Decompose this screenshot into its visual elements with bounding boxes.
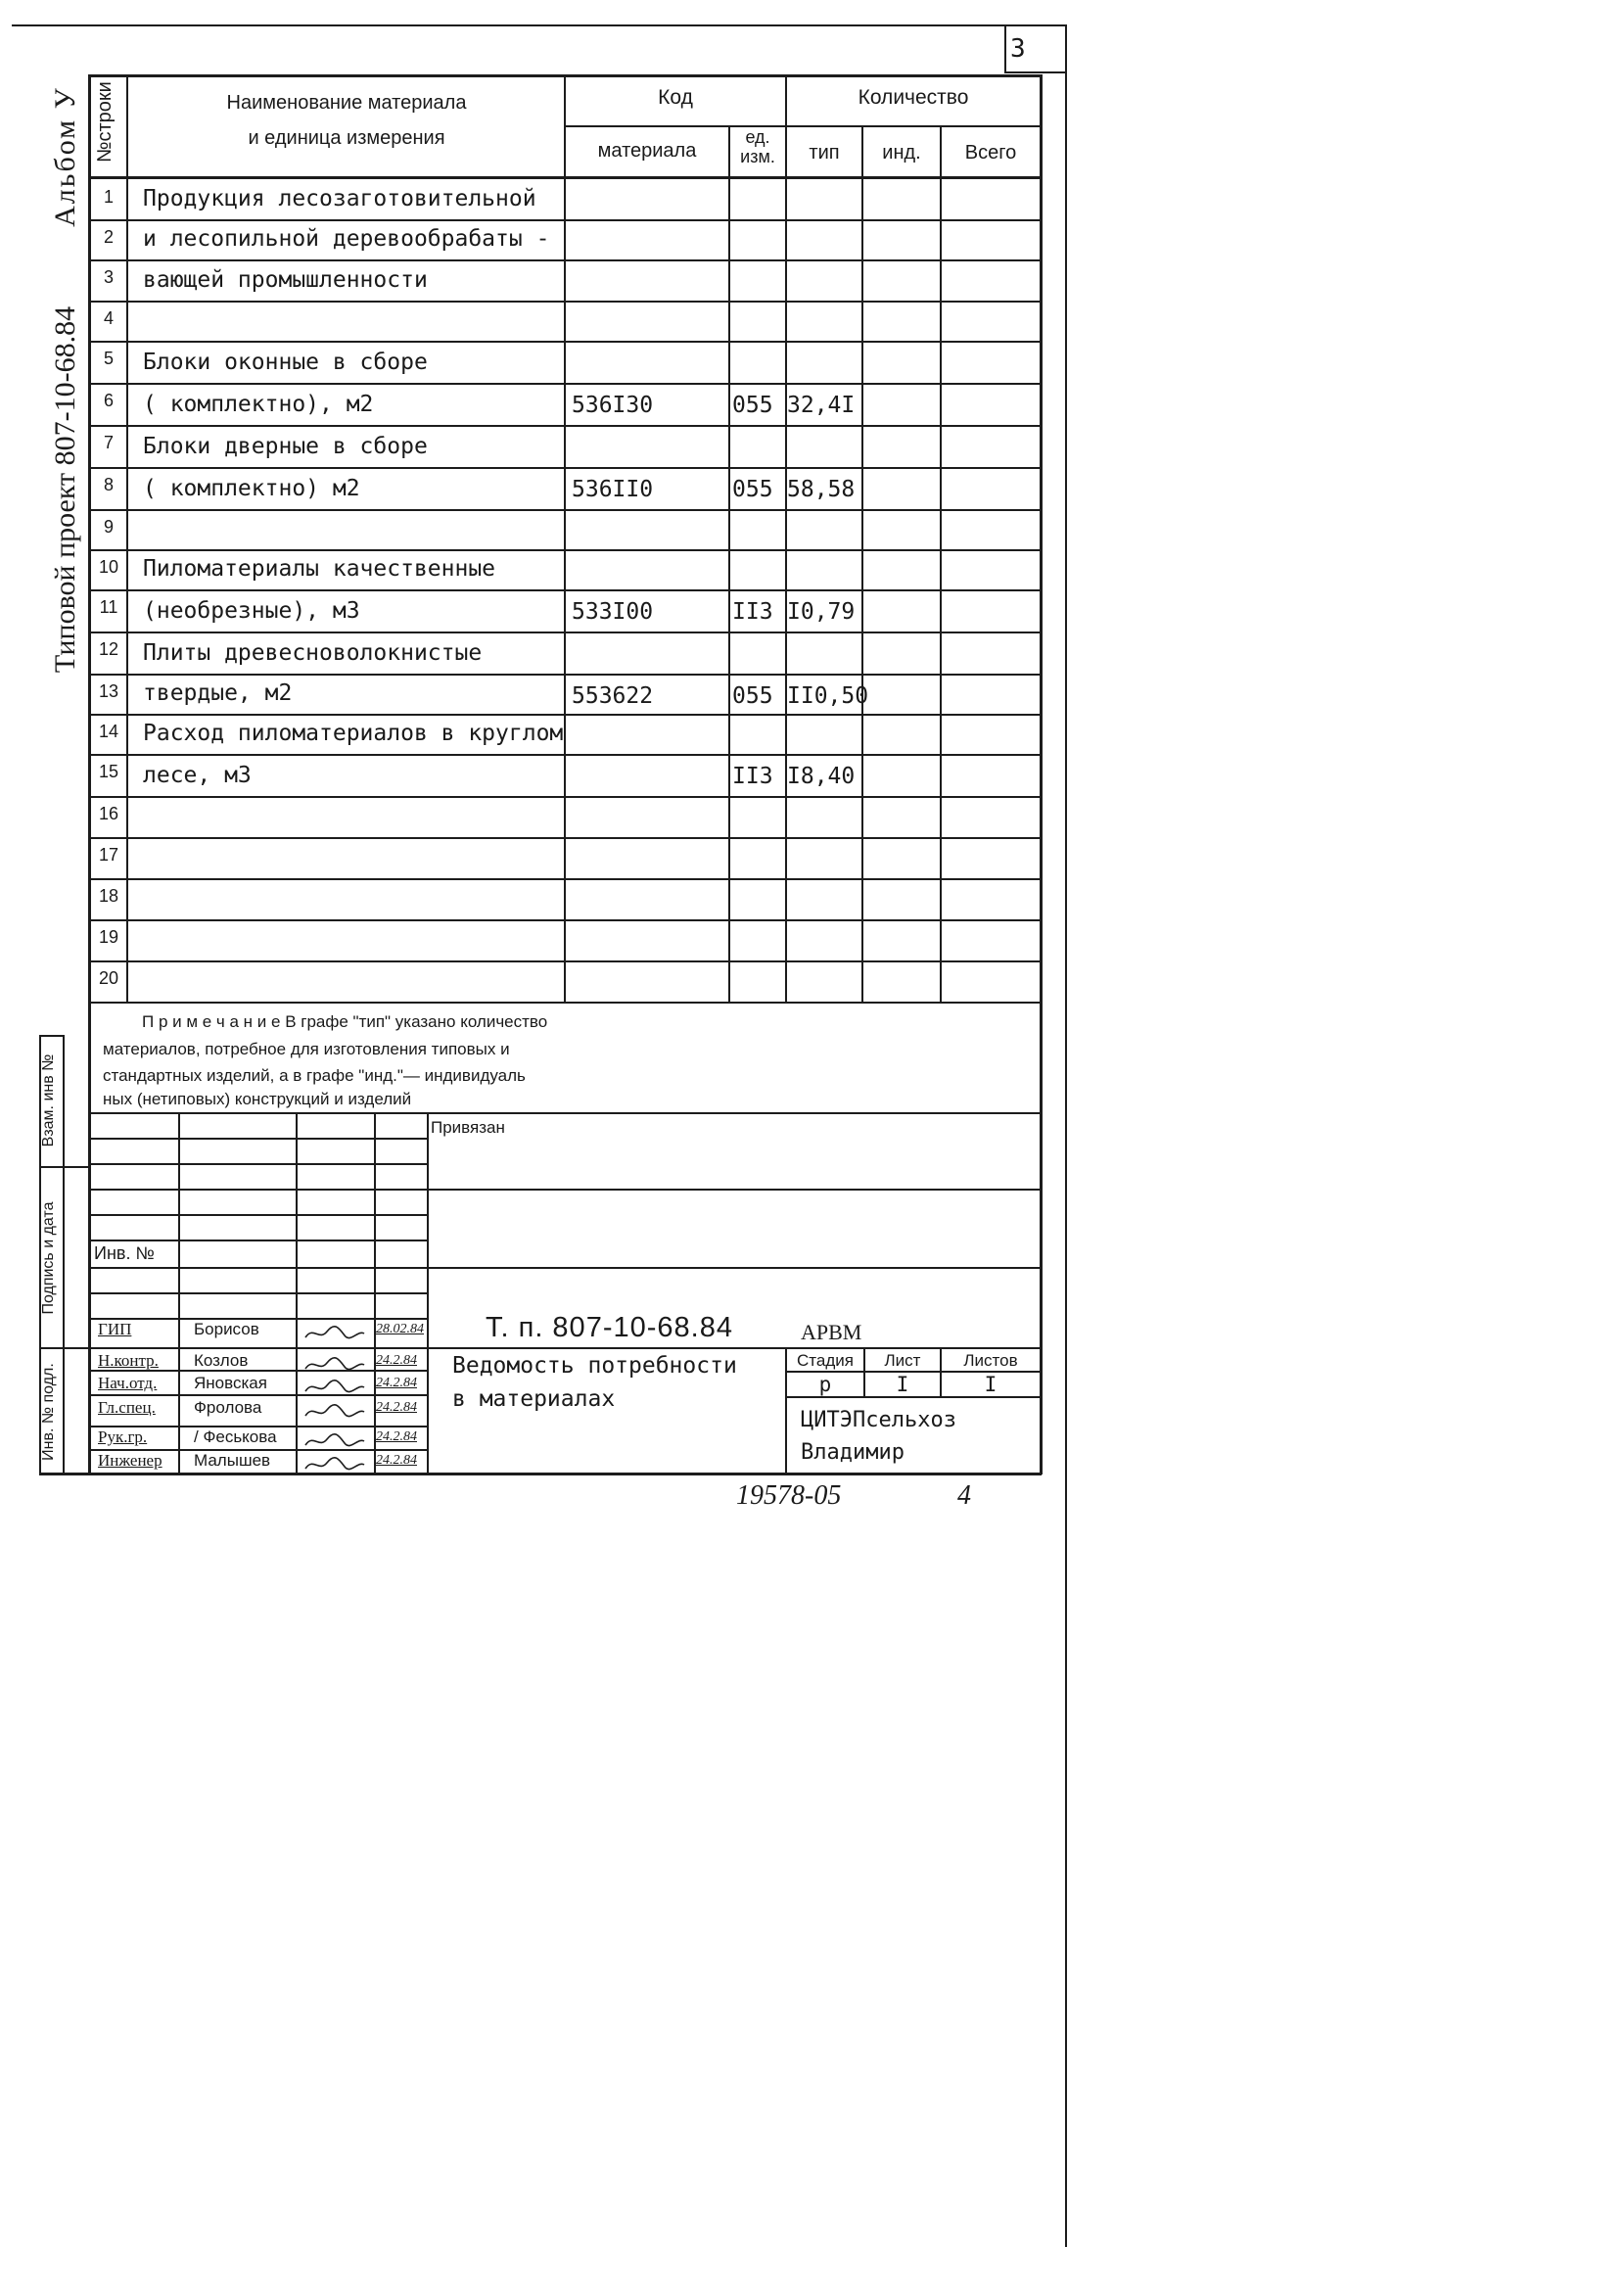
row-number: 9 [103, 517, 114, 537]
stamp-person-name: Фролова [194, 1398, 262, 1417]
row-unit: II3 [732, 764, 773, 789]
stamp-row-line [88, 1347, 429, 1349]
row-number: 16 [98, 804, 119, 823]
row-tip: 58,58 [787, 477, 856, 502]
row-divider [88, 837, 1042, 839]
row-divider [88, 341, 1042, 343]
row-name: ( комплектно), м2 [143, 392, 374, 417]
stamp-row-line [88, 1189, 429, 1191]
row-name: твердые, м2 [143, 680, 293, 706]
row-number: 13 [98, 681, 119, 701]
row-number: 8 [103, 475, 114, 494]
row-unit: II3 [732, 599, 773, 625]
row-number: 5 [103, 349, 114, 368]
handwritten-signature [303, 1378, 366, 1393]
row-name: лесе, м3 [143, 763, 252, 788]
row-name: вающей промышленности [143, 267, 428, 293]
row-tip: 32,4I [787, 393, 856, 418]
row-divider [88, 383, 1042, 385]
row-divider [88, 589, 1042, 591]
row-tip: I0,79 [787, 599, 856, 625]
row-name: и лесопильной деревообрабаты - [143, 226, 550, 252]
row-number: 11 [99, 597, 118, 617]
row-divider [88, 219, 1042, 221]
row-divider [88, 425, 1042, 427]
stage-label: Стадия [797, 1351, 854, 1370]
row-divider [88, 960, 1042, 962]
row-number: 2 [103, 227, 114, 247]
row-divider [88, 632, 1042, 633]
row-number: 19 [98, 927, 119, 947]
sheets-label: Листов [963, 1351, 1018, 1370]
header-row-no: №строки [94, 81, 116, 163]
sheet-value: I [896, 1373, 909, 1396]
stamp-right-div3 [427, 1347, 1042, 1349]
stamp-row-line [88, 1240, 429, 1241]
table-right [1040, 74, 1043, 1474]
stamp-row-line [88, 1163, 429, 1165]
handwritten-signature [303, 1355, 366, 1371]
row-number: 6 [103, 391, 114, 410]
stamp-person-name: Борисов [194, 1320, 259, 1338]
side-project-label: Типовой проект 807-10-68.84 [49, 305, 81, 674]
col-ind [861, 125, 863, 1002]
row-name: Блоки дверные в сборе [143, 434, 428, 459]
sheet-label: Лист [884, 1351, 921, 1370]
header-code-material: материала [597, 140, 697, 162]
row-divider [88, 467, 1042, 469]
row-number: 4 [103, 308, 114, 328]
margin-vzam-label: Взам. инв № [40, 1053, 57, 1147]
stamp-top [88, 1112, 1042, 1114]
row-name: (необрезные), м3 [143, 598, 360, 624]
row-name: ( комплектно) м2 [143, 476, 360, 501]
stamp-person-name: Малышев [194, 1451, 271, 1470]
sheets-value: I [984, 1373, 998, 1396]
top-border [12, 24, 1065, 26]
org-line1: ЦИТЭПсельхоз [801, 1408, 956, 1432]
right-border [1065, 24, 1067, 2247]
bottom-number: 4 [957, 1480, 971, 1511]
stamp-role: Гл.спец. [98, 1398, 156, 1417]
stage-value: р [818, 1373, 832, 1396]
header-qty-group: Количество [858, 86, 969, 109]
row-name: Расход пиломатериалов в круглом [143, 721, 564, 746]
stamp-stage-bottom [785, 1396, 1042, 1398]
row-code: 536II0 [572, 477, 654, 502]
project-code: Т. п. 807-10-68.84 [486, 1312, 733, 1343]
stamp-row-line [88, 1292, 429, 1294]
sheet-number-box-bottom [1004, 71, 1067, 73]
col-unit [728, 125, 730, 1002]
title-line2: в материалах [452, 1386, 616, 1412]
header-split [564, 125, 1042, 127]
note-top [88, 1002, 1042, 1004]
header-code-unit [730, 127, 785, 166]
row-number: 17 [98, 845, 119, 865]
row-divider [88, 919, 1042, 921]
stamp-date: 24.2.84 [376, 1400, 417, 1415]
row-divider [88, 549, 1042, 551]
project-mark: АРВМ [801, 1320, 862, 1344]
row-divider [88, 301, 1042, 303]
note-line1: П р и м е ч а н и е В графе "тип" указано количество [142, 1012, 548, 1031]
stamp-role: Рук.гр. [98, 1427, 148, 1446]
handwritten-signature [303, 1324, 366, 1339]
row-number: 7 [103, 433, 114, 452]
row-code: 536I30 [572, 393, 654, 418]
row-unit: 055 [732, 477, 773, 502]
row-divider [88, 878, 1042, 880]
row-divider [88, 259, 1042, 261]
header-qty-total: Всего [964, 142, 1017, 164]
row-number: 14 [98, 722, 119, 741]
header-name-line2: и единица измерения [248, 127, 445, 149]
handwritten-signature [303, 1402, 366, 1418]
title-line1: Ведомость потребности [452, 1353, 737, 1379]
col-code [564, 74, 566, 1002]
side-album-label: Альбом У [49, 86, 81, 227]
row-unit: 055 [732, 393, 773, 418]
col-total [940, 125, 942, 1002]
stamp-bottom [39, 1473, 1042, 1475]
row-number: 20 [98, 968, 119, 988]
stamp-person-name: / Феськова [194, 1427, 277, 1446]
row-tip: II0,50 [787, 683, 869, 709]
stamp-role: ГИП [98, 1320, 132, 1338]
row-number: 3 [103, 267, 114, 287]
note-line4: ных (нетиповых) конструкций и изделий [103, 1090, 412, 1108]
stamp-row-line [88, 1394, 429, 1396]
row-number: 18 [98, 886, 119, 906]
col-rowno [126, 74, 128, 1002]
stamp-role: Инженер [98, 1451, 162, 1470]
row-number: 10 [98, 557, 119, 577]
header-code-unit-line1: ед. [745, 127, 770, 147]
row-divider [88, 796, 1042, 798]
row-number: 1 [103, 187, 114, 207]
row-number: 15 [98, 762, 119, 781]
header-qty-ind: инд. [882, 142, 921, 164]
header-code-group: Код [658, 86, 693, 109]
header-name-line1: Наименование материала [226, 92, 467, 114]
stamp-role: Нач.отд. [98, 1374, 158, 1392]
stamp-row-line [88, 1138, 429, 1140]
row-divider [88, 754, 1042, 756]
row-divider [88, 674, 1042, 676]
row-name: Плиты древесноволокнистые [143, 640, 483, 666]
handwritten-signature [303, 1431, 366, 1447]
stamp-row-line [88, 1267, 429, 1269]
header-code-unit-line2: изм. [740, 147, 775, 166]
bottom-code: 19578-05 [736, 1480, 842, 1511]
stamp-person-name: Яновская [194, 1374, 267, 1392]
row-name: Продукция лесозаготовительной [143, 186, 536, 211]
sheet-number: 3 [1010, 34, 1026, 64]
col-tip [785, 74, 787, 1002]
note-line3: стандартных изделий, а в графе "инд."— индивидуаль [103, 1066, 526, 1085]
row-tip: I8,40 [787, 764, 856, 789]
stamp-person-name: Козлов [194, 1351, 249, 1370]
stamp-date: 24.2.84 [376, 1429, 417, 1444]
stamp-date: 24.2.84 [376, 1453, 417, 1468]
header-qty-tip: тип [809, 142, 840, 164]
margin-invpodl-label: Инв. № подл. [40, 1363, 57, 1461]
stamp-row-line [88, 1214, 429, 1216]
stamp-date: 24.2.84 [376, 1353, 417, 1368]
margin-podpis-label: Подпись и дата [40, 1201, 57, 1315]
org-line2: Владимир [801, 1440, 905, 1465]
stamp-role: Н.контр. [98, 1351, 159, 1370]
row-code: 533I00 [572, 599, 654, 625]
row-name: Блоки оконные в сборе [143, 350, 428, 375]
stamp-right-div2 [427, 1267, 1042, 1269]
row-name: Пиломатериалы качественные [143, 556, 496, 582]
handwritten-signature [303, 1455, 366, 1471]
note-line2: материалов, потребное для изготовления типовых и [103, 1040, 510, 1058]
stamp-right-div1 [427, 1189, 1042, 1191]
row-divider [88, 509, 1042, 511]
row-divider [88, 714, 1042, 716]
row-unit: 055 [732, 683, 773, 709]
row-number: 12 [98, 639, 119, 659]
sheet-number-box-left [1004, 24, 1006, 71]
stamp-date: 28.02.84 [376, 1322, 424, 1336]
privyazan-label: Привязан [431, 1118, 505, 1137]
row-code: 553622 [572, 683, 654, 709]
stamp-date: 24.2.84 [376, 1376, 417, 1390]
inv-no-label: Инв. № [94, 1243, 155, 1263]
